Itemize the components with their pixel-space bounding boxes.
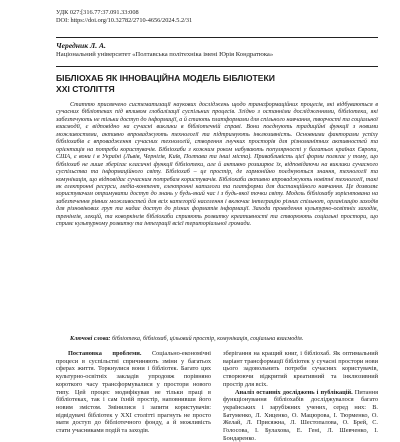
section-heading-problem: Постановка проблеми. bbox=[68, 350, 142, 357]
keywords-list: бібліотека, бібліохаб, цільовий простір, комунікація, соціальна взаємодія. bbox=[110, 336, 304, 342]
author-divider bbox=[56, 66, 378, 67]
author-name: Чередник Л. А. bbox=[56, 41, 106, 50]
continued-paragraph: зберігання на кращий книг, і бібліохаб. Як оптимальний варіант трансформації бібліотек у сучасні простори нови цього задовольнить потреби сучасних користувачів, створюючи відкритий креативний та інклюзивний простір для всіх. bbox=[223, 350, 378, 388]
section-text-problem: Соціально-економічні процеси в суспільстві спричиняють зміни у багатьох сферах життя. Торкнулися вони і бібліотек. Багато цих культурно-освітніх закладів упродовж порівняно короткого часу трансформувалися у простори нового типу. Цей процес модифікував не тільки праці в бібліотеках, так і сам їхній простір, наповнивши його новим змістом. Змінилися і запити користувачів: відвідувачі бібліотек у ХХІ столітті прагнуть не просто мати доступ до бібліотечного фонду, а й можливість стати учасниками подій та заходів. bbox=[56, 350, 211, 435]
keywords-label: Ключові слова: bbox=[70, 336, 111, 342]
udk-code: УДК 027:[316.77:37.091.33:008 bbox=[56, 9, 139, 16]
section-text-analysis: Питання функціонування бібліохабів досліджувалося багато українських і зарубіжних учених, серед них: В. Батуменко, Л. Хиценко, О. Мацюрова, І. Тюрменко, О. Желай, Л. Присяжна, Л. Шестопалова, О. Брей, С. Голосова, І. Булахова, Е. Гені, Л. Шевченко, І. Бондаренко. bbox=[223, 388, 378, 442]
article-title: БІБЛІОХАБ ЯК ІННОВАЦІЙНА МОДЕЛЬ БІБЛІОТЕКИ ХХІ СТОЛІТТЯ bbox=[56, 73, 275, 94]
body-column-right bbox=[223, 350, 378, 442]
author-affiliation: Національний університет «Полтавська політехніка імені Юрія Кондратюка» bbox=[56, 51, 274, 58]
section-heading-analysis: Аналіз останніх досліджень і публікацій. bbox=[235, 388, 353, 396]
keywords bbox=[56, 336, 378, 343]
doi-link[interactable]: DOI: https://doi.org/10.32782/2710-4656/2024.5.2/31 bbox=[56, 17, 193, 24]
top-divider bbox=[56, 37, 378, 38]
literature-review-paragraph bbox=[223, 389, 378, 442]
abstract: Статтю присвячено систематизації наукових досліджень щодо трансформаційних процесів, які відбуваються в сучасних бібліотеках під впливом глобалізації суспільних процесів. Згідно з останніми дослідженнями, бібліотеки, які забезпечують не тільки доступ до інформації, а й стають платформами для спільного навчання, творчості та соціальної взаємодії, є відповідно на сучасні виклики в бібліотечній справі. Вони поєднують традиційні функції з новими можливостями, активно впроваджують технології та підтримують інклюзивність. Основними факторами успіху бібліохабів є впровадження сучасних технологій, створення гнучких просторів для різноманітних активностей та орієнтація на потреби користувачів. Бібліохаби з кожним роком набувають популярності у багатьох країнах Європи, США, є вони і в Україні (Львів, Чернігів, Київ, Полтава та інші міста). Привабливість цієї форми полягає у тому, що бібліохаб не лише зберігає класичні функції бібліотеки, але й активно розширює їх, відповідаючи на виклики сучасного суспільства та інформаційного світу. Бібліохаб – це простір, де гармонійно поєднуються знання, технології та комунікація, що відповідає сучасним потребам користувачів. Бібліохаби активно впроваджують новітні технології, такі як електронні ресурси, медіа-контент, електронні каталоги та платформи для дистанційного навчання. Це дозволяє користувачам отримувати доступ до знань у будь-який час і з будь-якої точки світу. Модель бібліохабу зорієнтована на забезпечення рівних можливостей для всіх категорій населення і включає інтеграцію різних спільнот, організацію заходів для різновікових груп та надає доступ до різних форматів інформації. Заходи проведення культурно-освітніх заходів, тренінгів, лекцій, та коворкінгів бібліохаби сприяють розвитку креативності та створюють соціальні простори, що сприяє культурному розвитку та інтеграції всієї територіальної громади. bbox=[56, 102, 378, 228]
body-column-left bbox=[56, 350, 211, 435]
